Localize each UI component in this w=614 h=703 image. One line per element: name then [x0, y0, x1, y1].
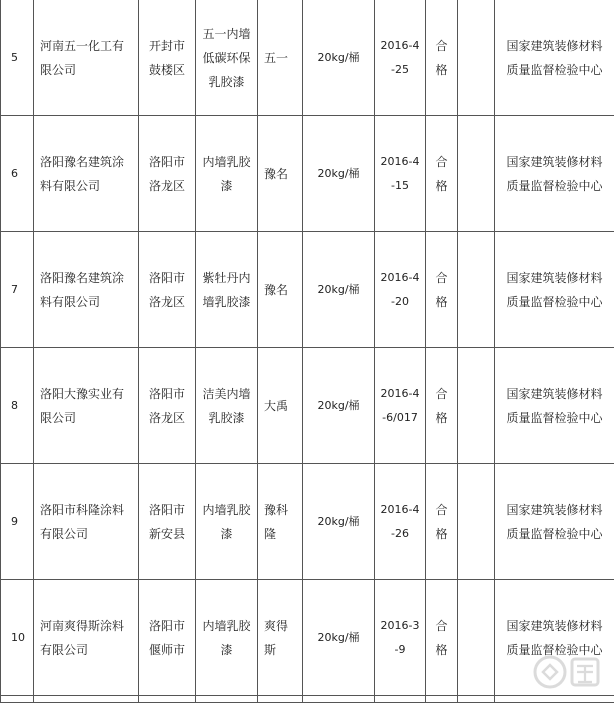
brand-cell: 豫名	[258, 116, 303, 232]
date-cell: 2016-4-15	[375, 116, 426, 232]
product-cell: 紫牡丹内墙乳胶漆	[196, 232, 258, 348]
empty-cell	[375, 696, 426, 703]
company-cell: 河南五一化工有限公司	[34, 0, 139, 116]
spec-cell: 20kg/桶	[303, 0, 375, 116]
empty-cell	[139, 696, 196, 703]
area-cell: 开封市鼓楼区	[139, 0, 196, 116]
product-cell: 洁美内墙乳胶漆	[196, 348, 258, 464]
brand-cell: 五一	[258, 0, 303, 116]
empty-cell	[458, 464, 495, 580]
empty-cell	[458, 232, 495, 348]
result-cell: 合格	[426, 116, 458, 232]
row-number-cell: 9	[1, 464, 34, 580]
empty-cell	[34, 696, 139, 703]
product-cell: 内墙乳胶漆	[196, 464, 258, 580]
date-cell: 2016-4-26	[375, 464, 426, 580]
spec-cell: 20kg/桶	[303, 116, 375, 232]
row-number-cell: 6	[1, 116, 34, 232]
date-cell: 2016-3-9	[375, 580, 426, 696]
empty-cell	[495, 696, 614, 703]
area-cell: 洛阳市偃师市	[139, 580, 196, 696]
result-cell: 合格	[426, 464, 458, 580]
company-cell: 洛阳豫名建筑涂料有限公司	[34, 232, 139, 348]
table-row	[1, 232, 614, 348]
result-cell: 合格	[426, 580, 458, 696]
company-cell: 洛阳大豫实业有限公司	[34, 348, 139, 464]
date-cell: 2016-4-20	[375, 232, 426, 348]
empty-cell	[303, 696, 375, 703]
brand-cell: 豫科隆	[258, 464, 303, 580]
table-row	[1, 116, 614, 232]
row-number-cell: 8	[1, 348, 34, 464]
brand-cell: 大禹	[258, 348, 303, 464]
spec-cell: 20kg/桶	[303, 580, 375, 696]
date-cell: 2016-4-25	[375, 0, 426, 116]
product-cell: 内墙乳胶漆	[196, 116, 258, 232]
empty-cell	[458, 0, 495, 116]
company-cell: 河南爽得斯涂料有限公司	[34, 580, 139, 696]
area-cell: 洛阳市洛龙区	[139, 116, 196, 232]
area-cell: 洛阳市洛龙区	[139, 232, 196, 348]
result-cell: 合格	[426, 0, 458, 116]
result-cell: 合格	[426, 348, 458, 464]
empty-cell	[196, 696, 258, 703]
area-cell: 洛阳市新安县	[139, 464, 196, 580]
empty-cell	[1, 696, 34, 703]
agency-cell: 国家建筑装修材料质量监督检验中心	[495, 116, 614, 232]
table-row	[1, 464, 614, 580]
empty-cell	[258, 696, 303, 703]
agency-cell: 国家建筑装修材料质量监督检验中心	[495, 580, 614, 696]
empty-cell	[458, 580, 495, 696]
row-number-cell: 5	[1, 0, 34, 116]
area-cell: 洛阳市洛龙区	[139, 348, 196, 464]
spec-cell: 20kg/桶	[303, 464, 375, 580]
empty-cell	[458, 116, 495, 232]
row-number-cell: 7	[1, 232, 34, 348]
brand-cell: 豫名	[258, 232, 303, 348]
agency-cell: 国家建筑装修材料质量监督检验中心	[495, 464, 614, 580]
table-row	[1, 580, 614, 696]
company-cell: 洛阳豫名建筑涂料有限公司	[34, 116, 139, 232]
spec-cell: 20kg/桶	[303, 348, 375, 464]
row-number-cell: 10	[1, 580, 34, 696]
product-cell: 内墙乳胶漆	[196, 580, 258, 696]
empty-cell	[458, 696, 495, 703]
product-cell: 五一内墙低碳环保乳胶漆	[196, 0, 258, 116]
brand-cell: 爽得斯	[258, 580, 303, 696]
date-cell: 2016-4-6/017	[375, 348, 426, 464]
empty-cell	[458, 348, 495, 464]
agency-cell: 国家建筑装修材料质量监督检验中心	[495, 348, 614, 464]
agency-cell: 国家建筑装修材料质量监督检验中心	[495, 232, 614, 348]
table-body	[1, 0, 614, 703]
result-cell: 合格	[426, 232, 458, 348]
table-row	[1, 0, 614, 116]
agency-cell: 国家建筑装修材料质量监督检验中心	[495, 0, 614, 116]
table-row	[1, 348, 614, 464]
empty-cell	[426, 696, 458, 703]
company-cell: 洛阳市科隆涂料有限公司	[34, 464, 139, 580]
table-row-partial	[1, 696, 614, 703]
spec-cell: 20kg/桶	[303, 232, 375, 348]
